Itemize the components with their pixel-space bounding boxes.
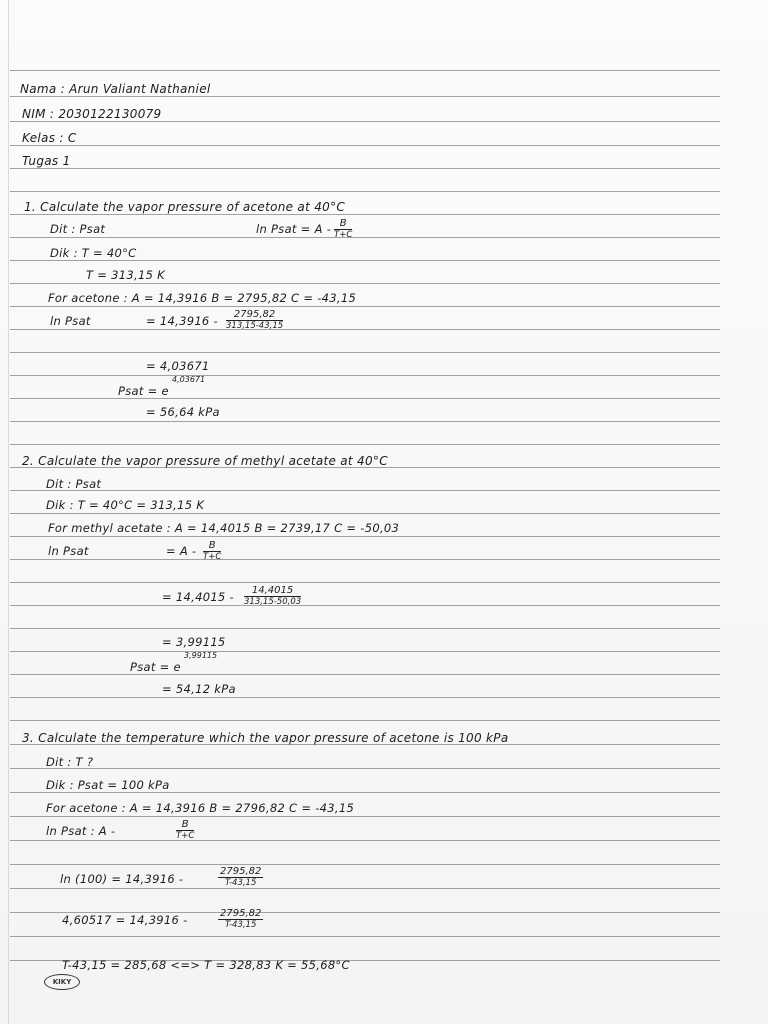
ruled-line	[10, 651, 720, 652]
q2-psat-exponent: 3,99115	[184, 651, 218, 660]
ruled-line	[10, 260, 720, 261]
q1-calc-denominator: 313,15-43,15	[226, 321, 284, 331]
q2-calc-numerator: 14,4015	[244, 585, 301, 597]
q3-formula-lhs: ln Psat : A -	[46, 824, 116, 838]
q3-constants: For acetone : A = 14,3916 B = 2796,82 C = -43,15	[46, 801, 355, 815]
ruled-line	[10, 237, 720, 238]
q1-given: Dik : T = 40°C	[50, 246, 137, 260]
q1-formula-fraction	[334, 218, 352, 240]
q1-formula-denominator: T+C	[334, 230, 353, 240]
q3-question: 3. Calculate the temperature which the vapor pressure of acetone is 100 kPa	[22, 731, 509, 745]
q2-question: 2. Calculate the vapor pressure of methyl acetate at 40°C	[22, 454, 388, 468]
q1-formula-lhs: ln Psat = A -	[256, 222, 332, 236]
q2-given-asked: Dit : Psat	[46, 477, 102, 491]
q2-psat-label: Psat = e	[130, 660, 181, 674]
q1-calc-expr: = 14,3916 -	[146, 314, 218, 328]
q3-step1-fraction	[218, 866, 263, 888]
ruled-line	[10, 398, 720, 399]
q2-formula-denominator: T+C	[203, 552, 222, 562]
q2-formula-lhs: ln Psat	[48, 544, 89, 558]
q1-calc-numerator: 2795,82	[226, 309, 283, 321]
ruled-line	[10, 513, 720, 514]
ruled-line	[10, 536, 720, 537]
ruled-line	[10, 96, 720, 97]
q3-given: Dik : Psat = 100 kPa	[46, 778, 170, 792]
q1-kelvin: T = 313,15 K	[86, 268, 166, 282]
q3-formula-numerator: B	[176, 819, 194, 831]
q1-calc-fraction	[226, 309, 283, 331]
ruled-line	[10, 145, 720, 146]
ruled-line	[10, 191, 720, 192]
ruled-line	[10, 306, 720, 307]
q3-formula-fraction	[176, 819, 194, 841]
q1-ln-result: = 4,03671	[146, 359, 210, 373]
q1-psat-exponent: 4,03671	[172, 375, 206, 384]
ruled-line	[10, 628, 720, 629]
ruled-line	[10, 605, 720, 606]
q1-calc-lhs: ln Psat	[50, 314, 91, 328]
ruled-line	[10, 352, 720, 353]
q1-given-asked: Dit : Psat	[50, 222, 106, 236]
ruled-line	[10, 720, 720, 721]
q2-ln-result: = 3,99115	[162, 635, 226, 649]
ruled-line	[10, 329, 720, 330]
q3-step2-denominator: T-43,15	[224, 920, 257, 930]
q2-formula-fraction	[203, 540, 221, 562]
q3-step1-numerator: 2795,82	[220, 866, 262, 877]
q3-step2-lhs: 4,60517 = 14,3916 -	[62, 913, 188, 927]
q1-formula-numerator: B	[334, 218, 352, 230]
q2-given: Dik : T = 40°C = 313,15 K	[46, 498, 205, 512]
ruled-line	[10, 840, 720, 841]
ruled-line	[10, 283, 720, 284]
q3-step1-lhs: ln (100) = 14,3916 -	[60, 872, 184, 886]
q1-question: 1. Calculate the vapor pressure of acetone at 40°C	[24, 200, 346, 214]
ruled-line	[10, 559, 720, 560]
ruled-line	[10, 792, 720, 793]
q2-formula-eq: = A -	[166, 544, 197, 558]
q1-psat-label: Psat = e	[118, 384, 169, 398]
q2-result: = 54,12 kPa	[162, 682, 236, 696]
ruled-line	[10, 121, 720, 122]
ruled-line	[10, 697, 720, 698]
q2-formula-numerator: B	[203, 540, 221, 552]
q3-step1-denominator: T-43,15	[224, 878, 257, 888]
q2-calc-denominator: 313,15-50,03	[244, 597, 302, 607]
ruled-line	[10, 444, 720, 445]
ruled-line	[10, 816, 720, 817]
q2-constants: For methyl acetate : A = 14,4015 B = 2739,17 C = -50,03	[48, 521, 400, 535]
ruled-line	[10, 888, 720, 889]
q3-formula-denominator: T+C	[176, 831, 195, 841]
ruled-line	[10, 421, 720, 422]
q3-step2-numerator: 2795,82	[220, 908, 262, 919]
ruled-line	[10, 864, 720, 865]
q2-calc-expr: = 14,4015 -	[162, 590, 234, 604]
ruled-line	[10, 582, 720, 583]
ruled-line	[10, 214, 720, 215]
nim-line: NIM : 2030122130079	[22, 107, 162, 121]
margin-line	[8, 0, 9, 1024]
q3-given-asked: Dit : T ?	[46, 755, 94, 769]
ruled-line	[10, 936, 720, 937]
name-line: Nama : Arun Valiant Nathaniel	[20, 82, 211, 96]
ruled-line	[10, 490, 720, 491]
ruled-line	[10, 768, 720, 769]
ruled-line	[10, 375, 720, 376]
notebook-brand-logo: KIKY	[44, 974, 80, 990]
q2-calc-fraction	[244, 585, 301, 607]
q3-step2-fraction	[218, 908, 263, 930]
ruled-line	[10, 70, 720, 71]
ruled-line	[10, 674, 720, 675]
q3-final-result: T-43,15 = 285,68 <=> T = 328,83 K = 55,68°C	[62, 958, 350, 972]
ruled-line	[10, 168, 720, 169]
class-line: Kelas : C	[22, 131, 77, 145]
assignment-line: Tugas 1	[22, 154, 71, 168]
q1-constants: For acetone : A = 14,3916 B = 2795,82 C = -43,15	[48, 291, 357, 305]
q1-result: = 56,64 kPa	[146, 405, 220, 419]
